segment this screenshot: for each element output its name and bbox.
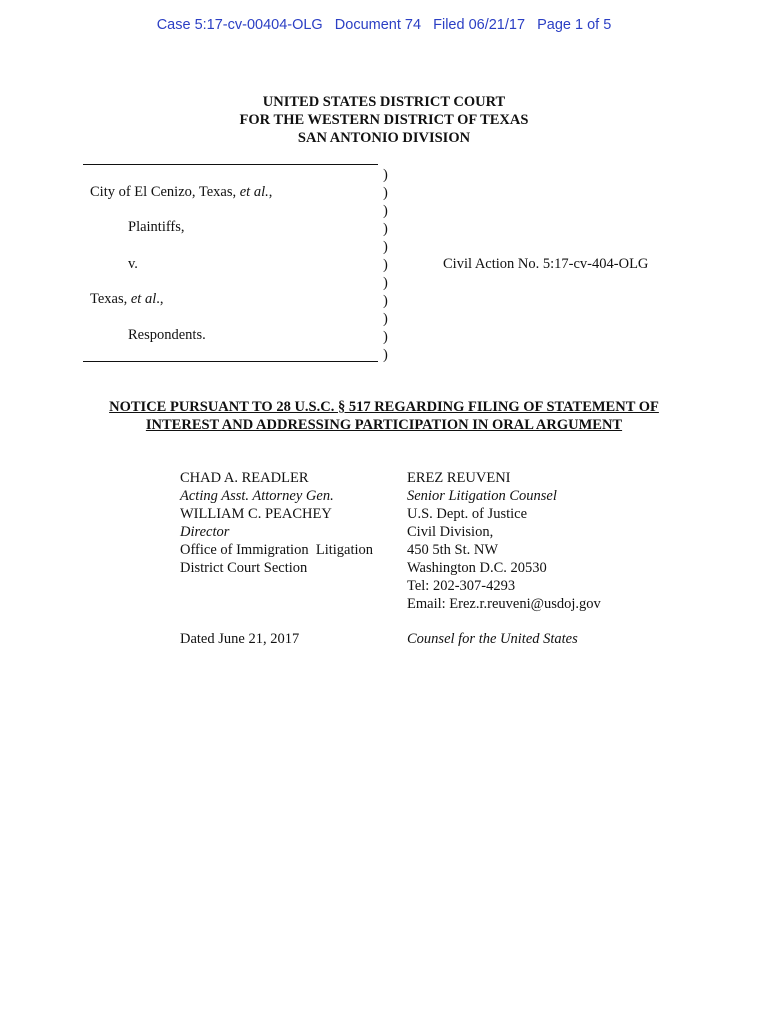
- notice-title-line1: NOTICE PURSUANT TO 28 U.S.C. § 517 REGARDING FILING OF STATEMENT OF: [109, 399, 659, 415]
- caption-top-rule: [83, 164, 378, 165]
- plaintiff-role: Plaintiffs,: [128, 219, 185, 235]
- counsel-email: Email: Erez.r.reuveni@usdoj.gov: [407, 596, 601, 612]
- counsel-name: EREZ REUVENI: [407, 470, 511, 486]
- counsel-street: 450 5th St. NW: [407, 542, 499, 558]
- notice-title: [0, 398, 768, 434]
- respondent-name: Texas, et al.,: [90, 291, 164, 307]
- court-district: FOR THE WESTERN DISTRICT OF TEXAS: [239, 112, 529, 128]
- office-name: Office of Immigration Litigation: [180, 542, 374, 558]
- signer-title-readler: Acting Asst. Attorney Gen.: [180, 488, 334, 504]
- caption-parentheses: ) ) ) ) ) ) ) ) ) ) ): [383, 167, 388, 363]
- counsel-phone: Tel: 202-307-4293: [407, 578, 516, 594]
- court-name: UNITED STATES DISTRICT COURT: [262, 94, 506, 110]
- versus-label: v.: [128, 256, 138, 272]
- signer-title-peachey: Director: [180, 524, 230, 540]
- plaintiff-name: City of El Cenizo, Texas, et al.,: [90, 184, 273, 200]
- dated-line: Dated June 21, 2017: [180, 631, 300, 647]
- notice-title-line2: INTEREST AND ADDRESSING PARTICIPATION IN ORAL ARGUMENT: [145, 417, 623, 433]
- office-section: District Court Section: [180, 560, 308, 576]
- signer-name-readler: CHAD A. READLER: [180, 470, 309, 486]
- counsel-city: Washington D.C. 20530: [407, 560, 547, 576]
- counsel-title: Senior Litigation Counsel: [407, 488, 557, 504]
- caption-bottom-rule: [83, 361, 378, 362]
- signature-right-column: [407, 469, 601, 613]
- counsel-division: Civil Division,: [407, 524, 494, 540]
- court-division: SAN ANTONIO DIVISION: [297, 130, 471, 146]
- ecf-filing-header: Case 5:17-cv-00404-OLG Document 74 Filed 06/21/17 Page 1 of 5: [156, 17, 612, 33]
- signature-left-column: [180, 469, 373, 577]
- court-heading: [0, 93, 768, 147]
- signer-name-peachey: WILLIAM C. PEACHEY: [180, 506, 332, 522]
- counsel-department: U.S. Dept. of Justice: [407, 506, 528, 522]
- civil-action-number: Civil Action No. 5:17-cv-404-OLG: [443, 256, 649, 272]
- respondent-role: Respondents.: [128, 327, 206, 343]
- counsel-for-line: Counsel for the United States: [407, 631, 578, 647]
